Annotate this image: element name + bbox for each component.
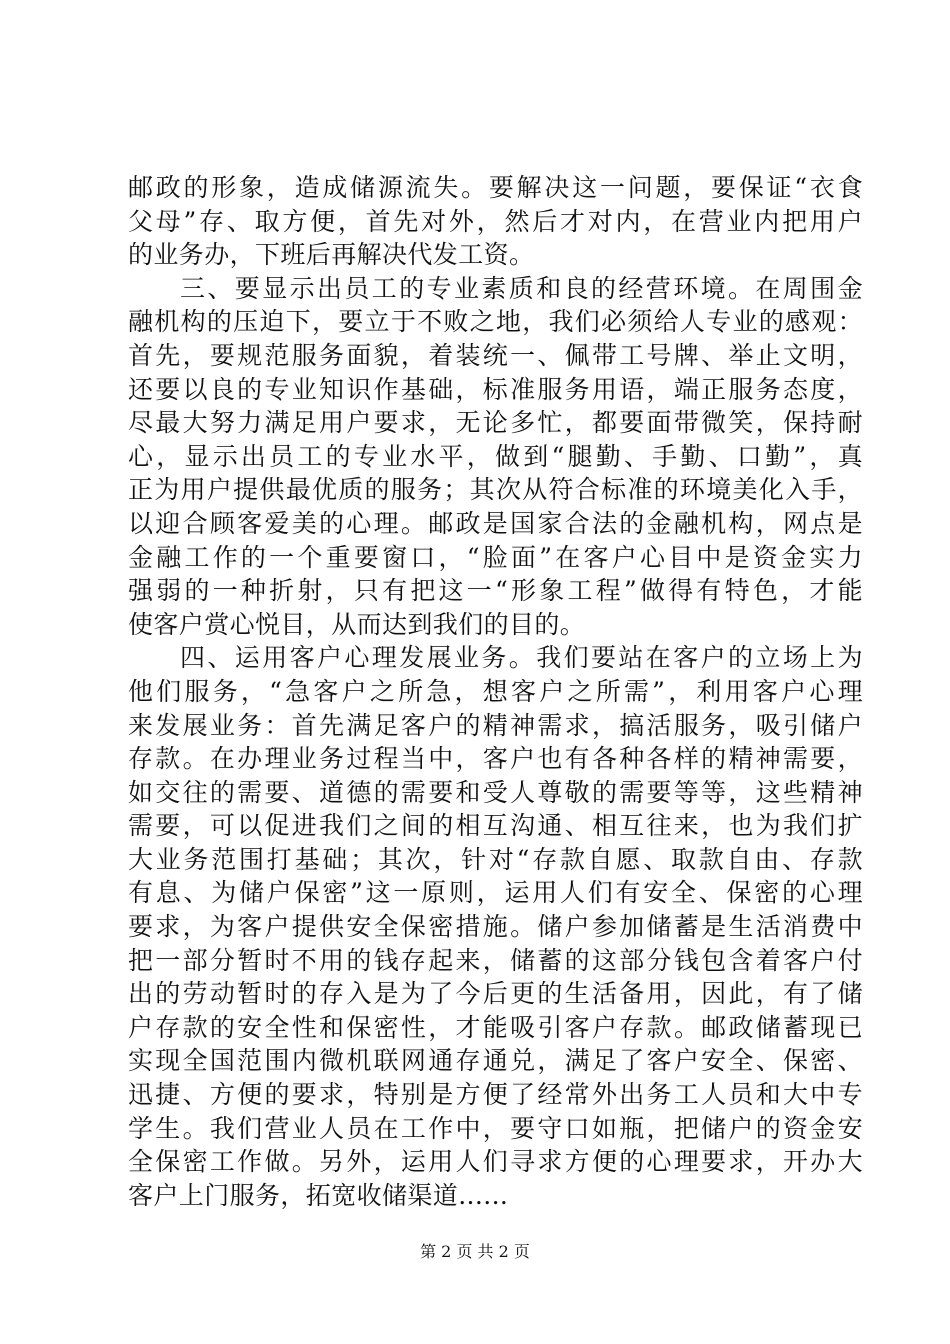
- text-line: 迅捷、方便的要求，特别是方便了经常外出务工人员和大中专: [128, 1080, 863, 1110]
- text-line: 他们服务，“急客户之所急，想客户之所需”，利用客户心理: [128, 676, 863, 706]
- text-line: 来发展业务：首先满足客户的精神需求，搞活服务，吸引储户: [128, 710, 863, 740]
- text-line: 以迎合顾客爱美的心理。邮政是国家合法的金融机构，网点是: [128, 508, 863, 538]
- text-line: 的业务办，下班后再解决代发工资。: [128, 240, 535, 270]
- text-line: 三、要显示出员工的专业素质和良的经营环境。在周围金: [180, 273, 863, 303]
- text-line: 使客户赏心悦目，从而达到我们的目的。: [128, 609, 586, 639]
- text-line: 客户上门服务，拓宽收储渠道......: [128, 1180, 509, 1210]
- text-line: 全保密工作做。另外，运用人们寻求方便的心理要求，开办大: [128, 1147, 863, 1177]
- text-line: 存款。在办理业务过程当中，客户也有各种各样的精神需要，: [128, 744, 863, 774]
- text-line: 强弱的一种折射，只有把这一“形象工程”做得有特色，才能: [128, 576, 863, 606]
- text-line: 父母”存、取方便，首先对外，然后才对内，在营业内把用户: [128, 206, 863, 236]
- text-line: 金融工作的一个重要窗口，“脸面”在客户心目中是资金实力: [128, 542, 863, 572]
- text-line: 要求，为客户提供安全保密措施。储户参加储蓄是生活消费中: [128, 912, 863, 942]
- text-line: 正为用户提供最优质的服务；其次从符合标准的环境美化入手，: [128, 475, 863, 505]
- text-line: 四、运用客户心理发展业务。我们要站在客户的立场上为: [180, 643, 863, 673]
- text-line: 学生。我们营业人员在工作中，要守口如瓶，把储户的资金安: [128, 1113, 863, 1143]
- text-line: 融机构的压迫下，要立于不败之地，我们必须给人专业的感观：: [128, 307, 863, 337]
- text-line: 邮政的形象，造成储源流失。要解决这一问题，要保证“衣食: [128, 173, 863, 202]
- text-line: 还要以良的专业知识作基础，标准服务用语，端正服务态度，: [128, 374, 863, 404]
- text-line: 有息、为储户保密”这一原则，运用人们有安全、保密的心理: [128, 878, 863, 908]
- text-line: 心，显示出员工的专业水平，做到“腿勤、手勤、口勤”，真: [128, 441, 863, 471]
- text-line: 如交往的需要、道德的需要和受人尊敬的需要等等，这些精神: [128, 777, 863, 807]
- page-footer: 第 2 页 共 2 页: [420, 1242, 530, 1261]
- text-line: 把一部分暂时不用的钱存起来，储蓄的这部分钱包含着客户付: [128, 945, 863, 975]
- document-body: [128, 171, 863, 1212]
- text-line: 首先，要规范服务面貌，着装统一、佩带工号牌、举止文明，: [128, 340, 863, 370]
- text-line: 需要，可以促进我们之间的相互沟通、相互往来，也为我们扩: [128, 811, 863, 841]
- text-line: 大业务范围打基础；其次，针对“存款自愿、取款自由、存款: [128, 844, 863, 874]
- text-line: 出的劳动暂时的存入是为了今后更的生活备用，因此，有了储: [128, 979, 863, 1009]
- text-line: 实现全国范围内微机联网通存通兑，满足了客户安全、保密、: [128, 1046, 863, 1076]
- text-line: 户存款的安全性和保密性，才能吸引客户存款。邮政储蓄现已: [128, 1012, 863, 1042]
- text-line: 尽最大努力满足用户要求，无论多忙，都要面带微笑，保持耐: [128, 408, 863, 438]
